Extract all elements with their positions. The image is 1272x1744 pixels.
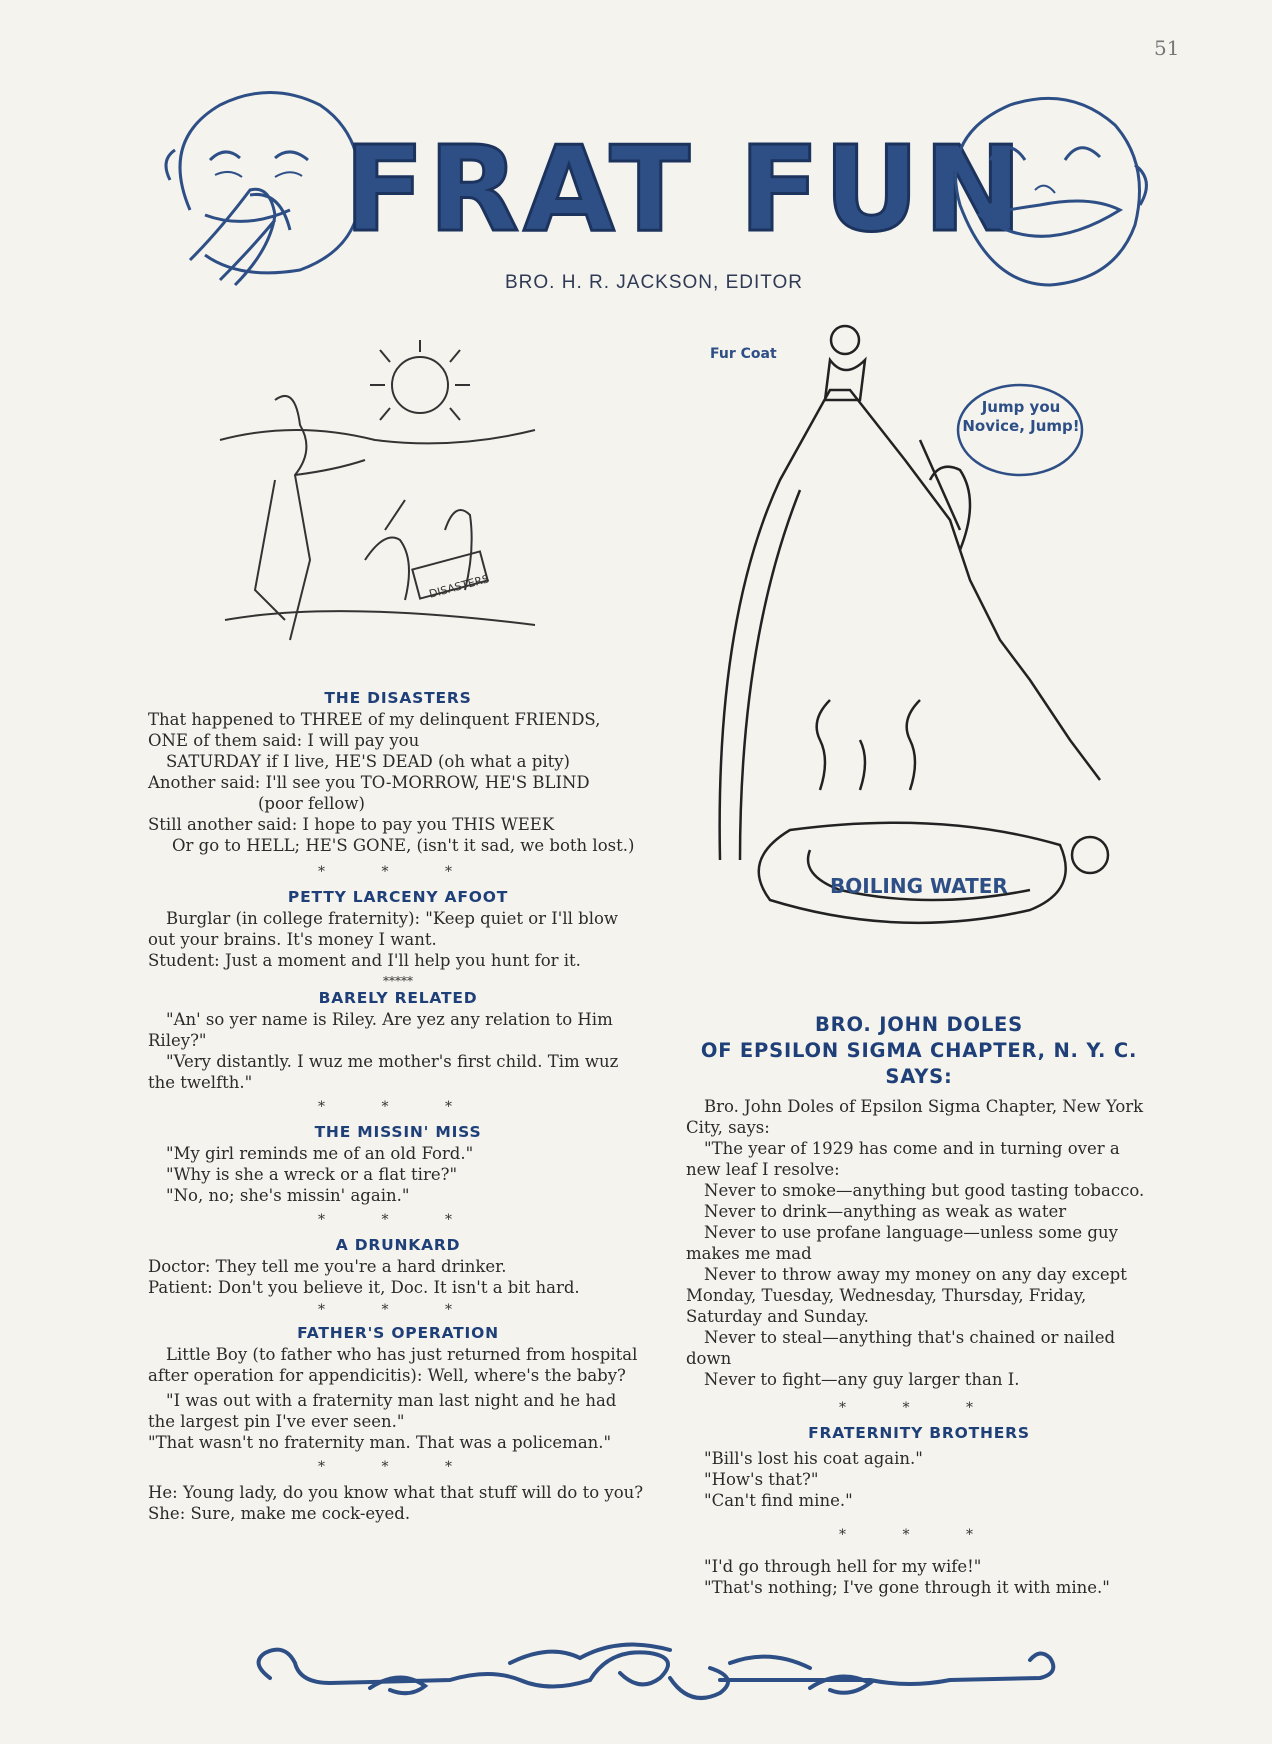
boiling-water-cartoon [700, 320, 1120, 1010]
svg-text:Fur Coat: Fur Coat [710, 346, 777, 362]
boiling-water-label: BOILING WATER [830, 874, 1008, 898]
page-number: 51 [1154, 36, 1180, 60]
heading-drunkard: A DRUNKARD [335, 1236, 461, 1254]
svg-text:DISASTERS: DISASTERS [427, 572, 491, 601]
svg-text:FRAT FUN: FRAT FUN [343, 120, 1027, 258]
heading-disasters: THE DISASTERS [324, 689, 472, 707]
decorative-scroll-ornament [250, 1638, 1070, 1718]
heading-fathers-operation: FATHER'S OPERATION [297, 1324, 499, 1342]
heading-barely-related: BARELY RELATED [318, 989, 478, 1007]
heading-john-doles: BRO. JOHN DOLES [814, 1013, 1024, 1036]
heading-fraternity-brothers: FRATERNITY BROTHERS [808, 1424, 1030, 1442]
frat-fun-title [343, 110, 1027, 280]
speech-bubble-text: Jump you Novice, Jump! [962, 398, 1080, 435]
left-column: THE DISASTERS That happened to THREE of my delinquent FRIENDS, ONE of them said: I will pay you SATURDAY if I live, HE'S DEAD (oh what a pity) Another said: I'll see you TO-MORROW, HE'S BLIND (poor fellow) Still another said: I hope to pay you THIS WEEK Or go to HELL; HE'S GONE, (isn't it sad, we both lost.) * * * PETTY LARCENY AFOOT Burglar (in college fraternity): "Keep quiet or I'll blow out your brains. It's money I want. Student: Just a moment and I'll help you hunt for it. ***** BARELY RELATED "An' so yer name is Riley. Are yez any relation to Him Riley?" "Very distantly. I wuz me mother's first child. Tim wuz the twelfth." * * * THE MISSIN' MISS "My girl reminds me of an old Ford." "Why is she a wreck or a flat tire?" "No, no; she's missin' again." * * * A DRUNKARD Doctor: They tell me you're a hard drinker. Patient: Don't you believe it, Doc. It isn't a bit hard. * * * FATHER'S OPERATION Little Boy (to father who has just returned from hospital after operation for appendicitis): Well, where's the baby? "I was out with a fraternity man last night and he had the largest pin I've ever seen." "That wasn't no fraternity man. That was a policeman." * * * He: Young lady, do you know what that stuff will do to you? She: Sure, make me cock-eyed. [148, 688, 648, 1524]
right-column: BRO. JOHN DOLES OF EPSILON SIGMA CHAPTER, N. Y. C. SAYS: Bro. John Doles of Epsilon Sigma Chapter, New York City, says: "The year of 1929 has come and in turning over a new leaf I resolve: Never to smoke—anything but good tasting tobacco. Never to drink—anything as weak as water Never to use profane language—unless some guy makes me mad Never to throw away my money on any day except Monday, Tuesday, Wednesday, Thursday, Friday, Saturday and Sunday. Never to steal—anything that's chained or nailed down Never to fight—any guy larger than I. * * * FRATERNITY BROTHERS "Bill's lost his coat again." "How's that?" "Can't find mine." * * * "I'd go through hell for my wife!" "That's nothing; I've gone through it with mine." [686, 1012, 1152, 1598]
grinning-face-right-icon [930, 85, 1160, 300]
heading-petty-larceny: PETTY LARCENY AFOOT [287, 888, 509, 906]
disasters-cartoon [215, 330, 545, 670]
heading-missin-miss: THE MISSIN' MISS [314, 1123, 482, 1141]
page-header [150, 80, 1160, 310]
editor-byline: BRO. H. R. JACKSON, EDITOR [505, 272, 804, 293]
